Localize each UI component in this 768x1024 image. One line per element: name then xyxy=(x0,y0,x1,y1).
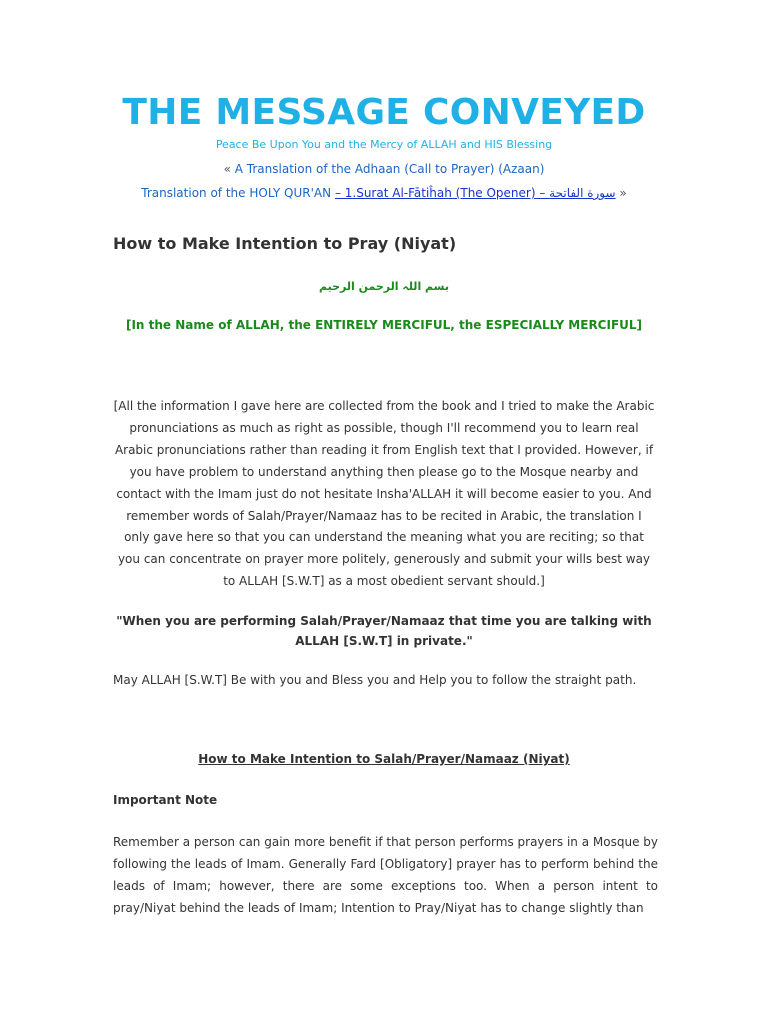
post-title[interactable]: How to Make Intention to Pray (Niyat) xyxy=(113,234,457,253)
prev-post-nav xyxy=(0,162,768,176)
quote-text: "When you are performing Salah/Prayer/Namaaz that time you are talking with ALLAH [S.W.T] in private." xyxy=(116,614,652,648)
blessing-text: May ALLAH [S.W.T] Be with you and Bless you and Help you to follow the straight path. xyxy=(113,673,637,687)
site-title[interactable]: THE MESSAGE CONVEYED xyxy=(122,92,646,133)
in-the-name-text: [In the Name of ALLAH, the ENTIRELY MERCIFUL, the ESPECIALLY MERCIFUL] xyxy=(125,318,643,332)
next-post-nav xyxy=(0,186,768,200)
next-arrow: » xyxy=(619,186,627,200)
section-heading: How to Make Intention to Salah/Prayer/Namaaz (Niyat) xyxy=(198,752,570,766)
prev-arrow: « xyxy=(223,162,231,176)
body-paragraph: Remember a person can gain more benefit if that person performs prayers in a Mosque by following the leads of Imam. Generally Fard [Obligatory] prayer has to perform behind the leads of Imam; however, there are some exceptions too. When a person intent to pray/Niyat behind the leads of Imam; Intention to Pray/Niyat has to change slightly than xyxy=(113,835,658,915)
site-tagline: Peace Be Upon You and the Mercy of ALLAH and HIS Blessing xyxy=(215,138,553,151)
important-note-heading: Important Note xyxy=(113,793,218,807)
bismillah-text: بسم اللہ الرحمن الرحيم xyxy=(318,280,449,293)
intro-paragraph: [All the information I gave here are collected from the book and I tried to make the Arabic pronunciations as much as right as possible, though I'll recommend you to learn real Arabic pronunciations rather than reading it from English text that I provided. However, if you have problem to understand anything then please go to the Mosque nearby and contact with the Imam just do not hesitate Insha'ALLAH it will become easier to you. And remember words of Salah/Prayer/Namaaz has to be recited in Arabic, the translation I only gave here so that you can understand the meaning what you are reciting; so that you can concentrate on prayer more politely, generously and submit your wills best way to ALLAH [S.W.T] as a most obedient servant should.] xyxy=(113,399,655,589)
next-post-prefix[interactable]: Translation of the HOLY QUR'AN xyxy=(141,186,332,200)
prev-post-link[interactable]: A Translation of the Adhaan (Call to Prayer) (Azaan) xyxy=(234,162,545,176)
next-post-link[interactable]: – 1.Surat Al-Fātiĥah (The Opener) – سورة الفاتحة xyxy=(334,186,616,200)
